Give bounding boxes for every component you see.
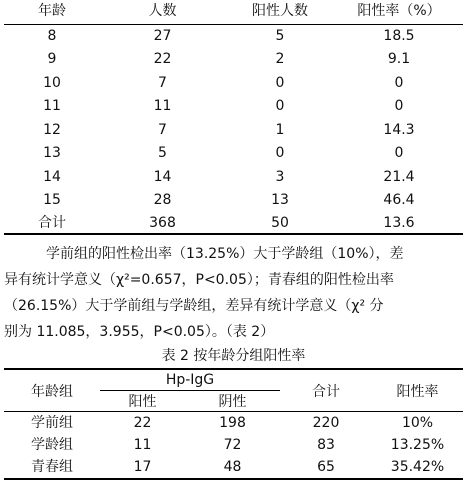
cell-count: 27 [153,27,172,44]
cell-positive: 13 [271,192,289,208]
cell-age: 15 [43,192,61,208]
table-row [4,48,463,72]
cell-rate: 13.6 [383,214,415,231]
cell-count: 14 [153,168,172,185]
header-positive-rate: 阳性率 [372,369,463,412]
table-row [4,95,463,119]
age-positive-table [4,0,463,235]
table-row [4,24,463,48]
cell-count: 11 [153,98,172,114]
cell-total: 65 [317,459,335,475]
cell-count: 368 [149,214,176,231]
cell-positive: 0 [275,98,285,114]
table2-caption: 表 2 按年龄分组阳性率 [161,348,306,364]
header-positive-count: 阳性人数 [225,0,335,24]
cell-age: 13 [43,145,61,161]
table-row [4,166,463,190]
header-positive-rate: 阳性率（%） [335,0,463,24]
table-total-row [4,213,463,234]
cell-age: 9 [47,51,57,67]
cell-rate: 21.4 [383,168,415,185]
cell-total: 220 [312,415,340,431]
table-header-row [4,0,463,24]
cell-negative: 198 [219,415,246,431]
paragraph-line: 异有统计学意义（χ²=0.657，P<0.05）；青春组的阳性检出率 [4,272,394,288]
cell-rate: 46.4 [383,192,415,208]
header-total: 合计 [280,369,372,412]
cell-negative: 72 [223,437,242,453]
cell-group: 学龄组 [31,437,73,453]
paragraph-line: 学前组的阳性检出率（13.25%）大于学龄组（10%），差 [46,246,404,262]
cell-rate: 10% [401,415,434,431]
cell-age: 10 [43,74,61,91]
cell-age: 14 [43,168,61,185]
cell-count: 7 [158,121,167,138]
cell-rate: 0 [394,145,404,161]
header-negative: 阴性 [185,391,280,412]
cell-age: 12 [43,121,61,138]
table-row [4,189,463,213]
cell-group: 青春组 [31,459,73,475]
cell-negative: 48 [223,459,242,475]
table-row [4,119,463,143]
cell-count: 5 [158,145,167,161]
header-age-group: 年龄组 [4,369,100,412]
cell-rate: 18.5 [383,27,415,44]
table-row [4,72,463,96]
table-row [4,142,463,166]
cell-positive: 11 [133,437,152,453]
header-age: 年龄 [4,0,100,24]
cell-rate: 13.25% [390,437,445,453]
cell-total: 83 [317,437,335,453]
age-group-table [4,368,463,480]
cell-group: 学前组 [31,415,73,431]
header-hp-igg: Hp-IgG [100,369,280,391]
cell-positive: 50 [271,214,289,231]
paragraph-line: （26.15%）大于学前组与学龄组，差异有统计学意义（χ² 分 [4,298,384,314]
cell-age: 合计 [38,214,66,231]
header-positive: 阳性 [100,391,185,412]
cell-age: 8 [47,27,57,44]
table-row [4,412,463,435]
cell-positive: 5 [275,27,285,44]
table-row [4,434,463,456]
cell-positive: 2 [275,51,285,67]
cell-positive: 17 [133,459,152,475]
header-count: 人数 [100,0,225,24]
cell-count: 7 [158,74,167,91]
cell-positive: 0 [275,74,285,91]
cell-rate: 0 [394,74,404,91]
cell-count: 22 [153,51,172,67]
cell-positive: 0 [275,145,285,161]
cell-positive: 22 [133,415,152,431]
cell-positive: 3 [275,168,285,185]
cell-positive: 1 [275,121,285,138]
cell-rate: 14.3 [383,121,415,138]
body-paragraph [4,241,463,345]
cell-rate: 0 [394,98,404,114]
table-row [4,456,463,479]
cell-rate: 35.42% [390,459,445,475]
cell-age: 11 [43,98,61,114]
paragraph-line: 别为 11.085，3.955，P<0.05）。（表 2） [4,324,275,340]
cell-rate: 9.1 [387,51,411,67]
cell-count: 28 [153,192,172,208]
